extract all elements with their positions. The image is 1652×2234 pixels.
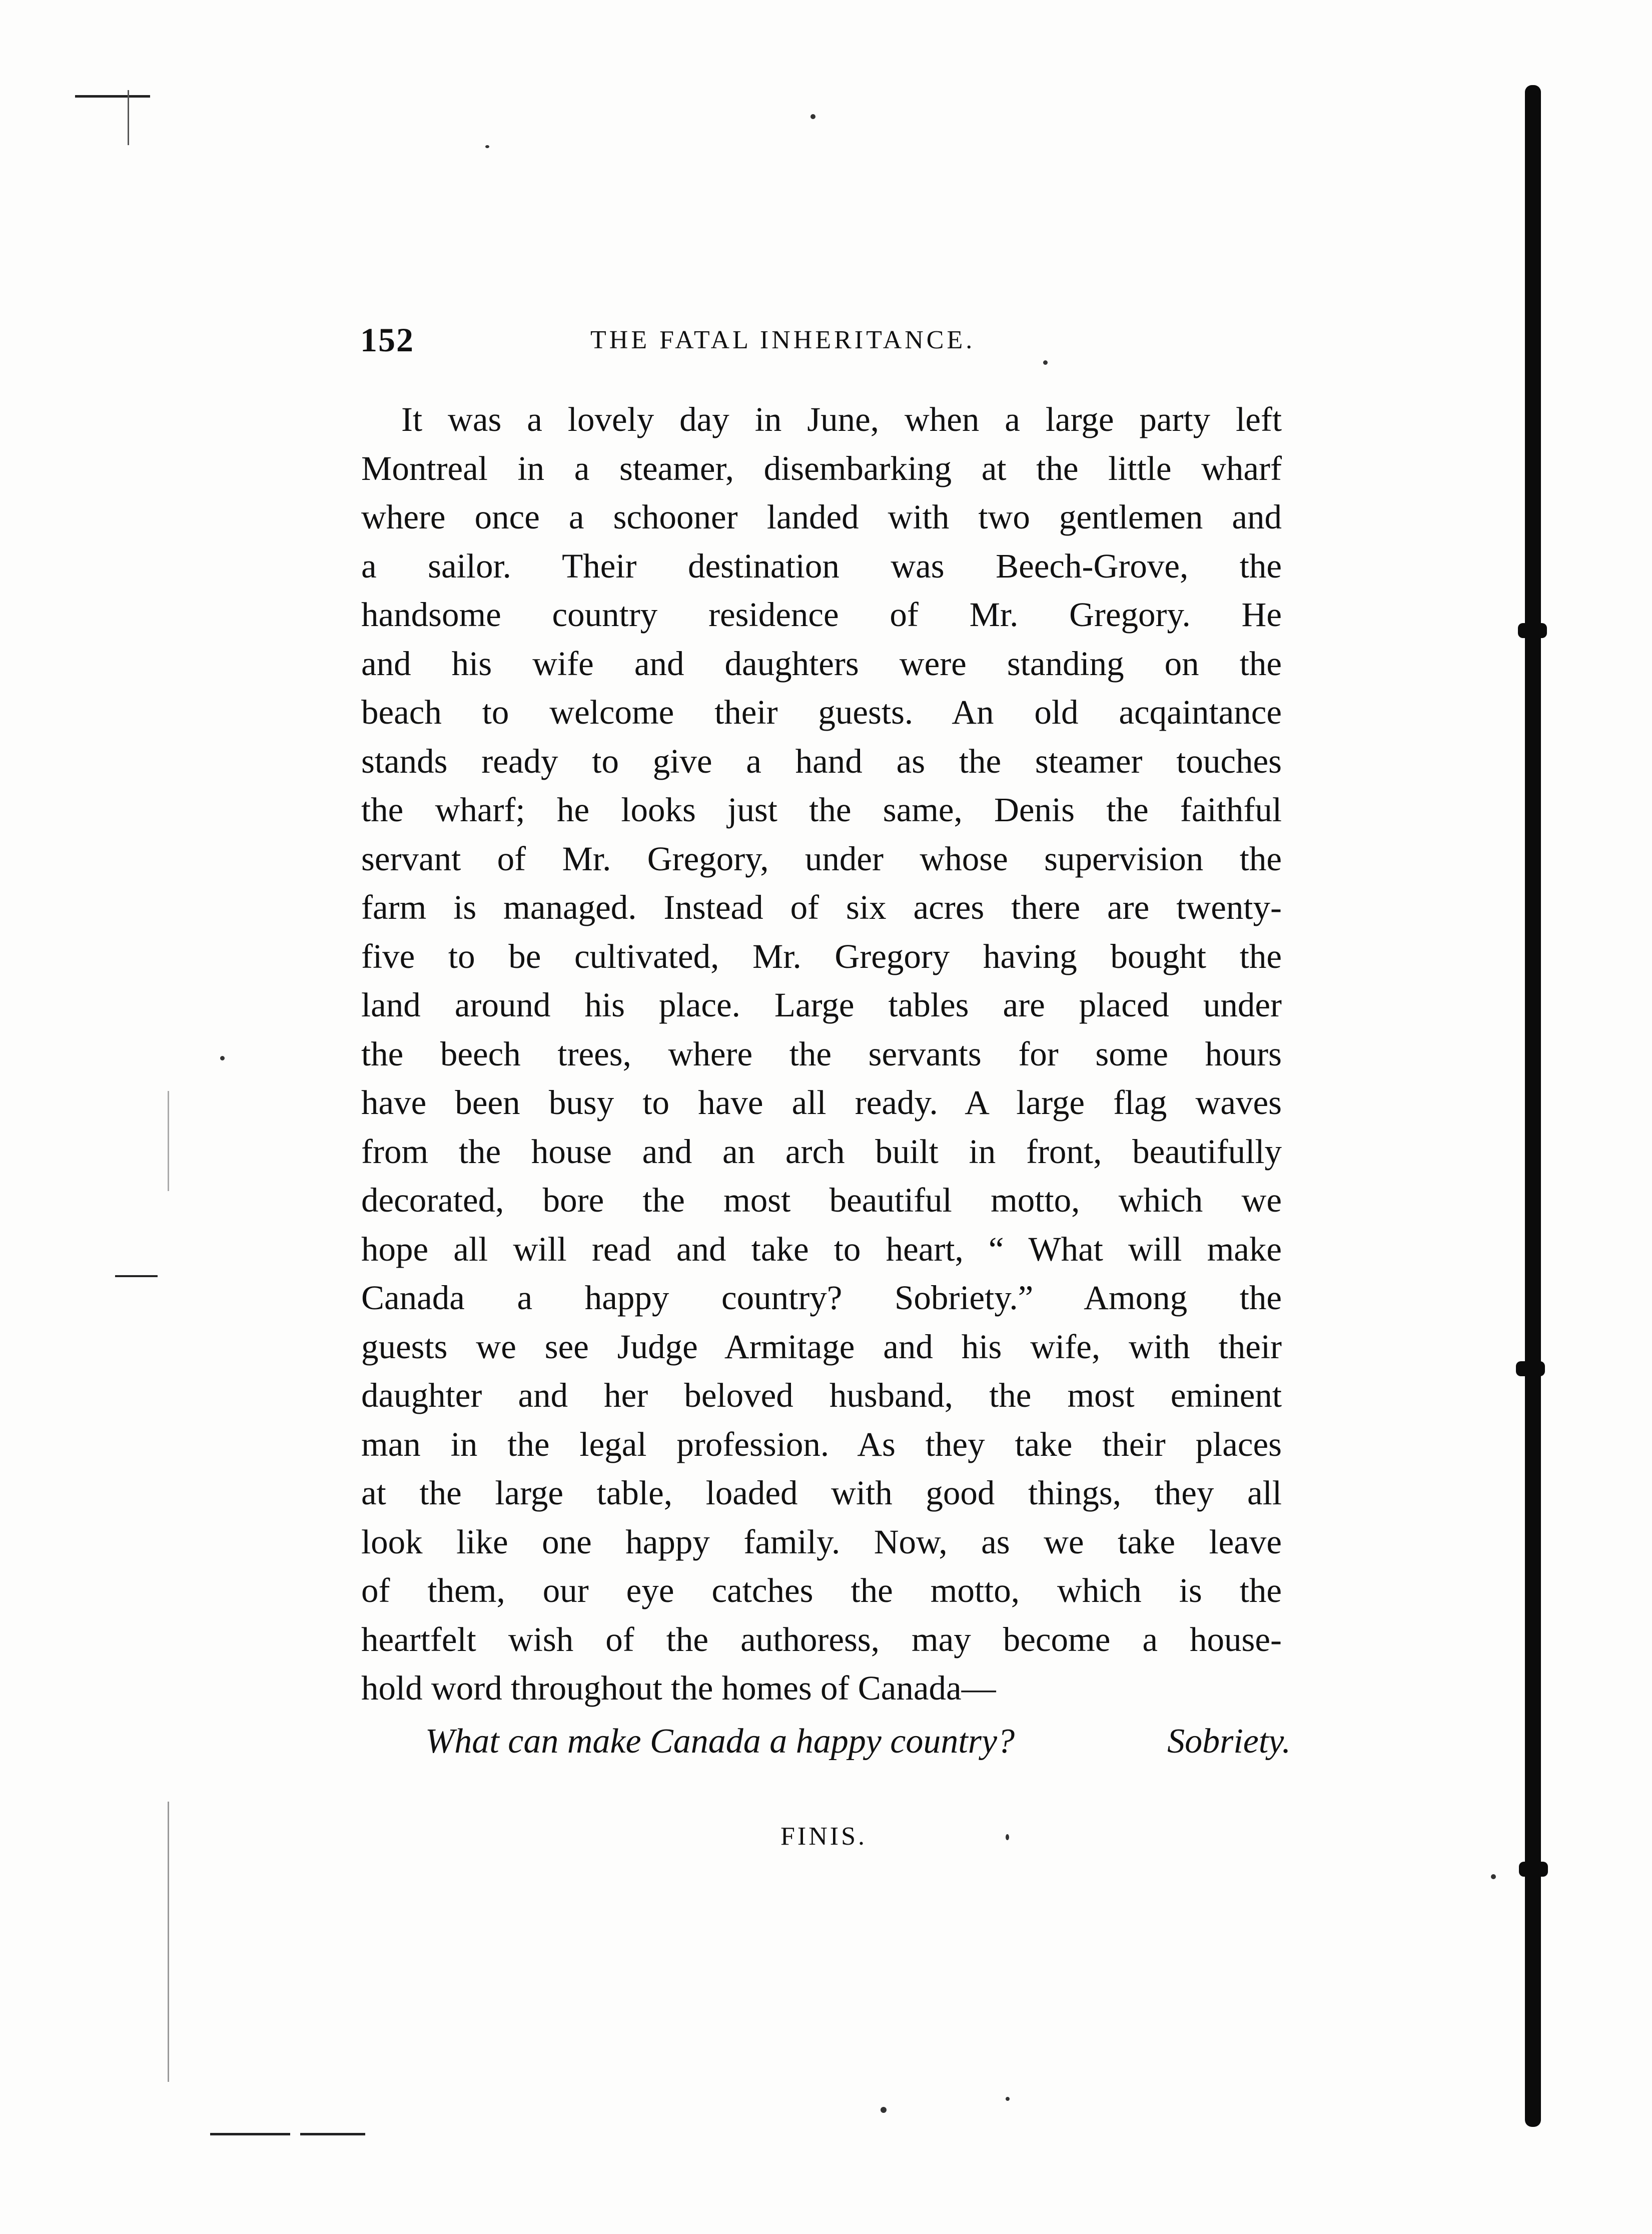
binding-knot bbox=[1518, 623, 1547, 638]
motto-line bbox=[425, 1722, 1291, 1762]
text-line: guests we see Judge Armitage and his wife, with their bbox=[361, 1327, 1282, 1366]
scan-mark bbox=[210, 2133, 290, 2135]
text-line: the beech trees, where the servants for some hours bbox=[361, 1034, 1282, 1073]
text-line: a sailor. Their destination was Beech-Grove, the bbox=[361, 546, 1282, 585]
scan-speck bbox=[810, 114, 815, 119]
scan-speck bbox=[220, 1056, 225, 1060]
text-line: the wharf; he looks just the same, Denis the faithful bbox=[361, 791, 1282, 829]
text-line: hold word throughout the homes of Canada— bbox=[361, 1669, 996, 1707]
body-text bbox=[361, 395, 1282, 1713]
text-line: where once a schooner landed with two gentlemen and bbox=[361, 498, 1282, 536]
text-line: stands ready to give a hand as the steamer touches bbox=[361, 742, 1282, 780]
finis-label: FINIS. bbox=[780, 1822, 868, 1851]
text-line: decorated, bore the most beautiful motto, which we bbox=[361, 1181, 1282, 1219]
text-line: of them, our eye catches the motto, which is the bbox=[361, 1571, 1282, 1609]
scan-speck bbox=[485, 145, 489, 148]
scan-speck bbox=[1006, 2097, 1010, 2101]
scan-mark bbox=[75, 95, 150, 98]
text-line: Canada a happy country? Sobriety.” Among the bbox=[361, 1279, 1282, 1317]
text-line: daughter and her beloved husband, the most eminent bbox=[361, 1376, 1282, 1414]
scan-speck bbox=[1006, 1834, 1009, 1840]
scan-mark bbox=[168, 1802, 169, 2082]
text-line: handsome country residence of Mr. Gregory. He bbox=[361, 596, 1282, 634]
text-line: look like one happy family. Now, as we take leave bbox=[361, 1522, 1282, 1561]
text-line: Montreal in a steamer, disembarking at the little wharf bbox=[361, 449, 1282, 487]
scan-speck bbox=[1043, 360, 1048, 365]
page-number: 152 bbox=[360, 321, 414, 359]
text-line: have been busy to have all ready. A large flag waves bbox=[361, 1083, 1282, 1122]
scan-speck bbox=[881, 2107, 887, 2113]
text-line: It was a lovely day in June, when a large party left bbox=[401, 400, 1282, 438]
motto-question: What can make Canada a happy country? bbox=[425, 1722, 1015, 1761]
scan-mark bbox=[168, 1091, 169, 1191]
text-line: farm is managed. Instead of six acres there are twenty- bbox=[361, 888, 1282, 926]
text-line: beach to welcome their guests. An old acqaintance bbox=[361, 693, 1282, 731]
text-line: heartfelt wish of the authoress, may become a house- bbox=[361, 1620, 1282, 1658]
text-line: five to be cultivated, Mr. Gregory having bought the bbox=[361, 937, 1282, 975]
binding-knot bbox=[1516, 1361, 1545, 1376]
text-line: from the house and an arch built in front, beautifully bbox=[361, 1132, 1282, 1171]
motto-answer: Sobriety. bbox=[1167, 1722, 1291, 1761]
text-line: man in the legal profession. As they take their places bbox=[361, 1425, 1282, 1463]
text-line: servant of Mr. Gregory, under whose supervision the bbox=[361, 839, 1282, 878]
binding-edge bbox=[1525, 85, 1541, 2127]
scan-speck bbox=[1491, 1874, 1496, 1879]
running-head bbox=[360, 320, 1311, 360]
text-line: and his wife and daughters were standing on the bbox=[361, 644, 1282, 683]
running-title: THE FATAL INHERITANCE. bbox=[590, 326, 976, 354]
scan-mark bbox=[300, 2133, 365, 2135]
text-line: at the large table, loaded with good things, they all bbox=[361, 1474, 1282, 1512]
binding-knot bbox=[1519, 1862, 1548, 1877]
text-line: land around his place. Large tables are placed under bbox=[361, 986, 1282, 1024]
text-line: hope all will read and take to heart, “ What will make bbox=[361, 1230, 1282, 1268]
scan-mark bbox=[115, 1275, 158, 1277]
scan-mark bbox=[128, 90, 129, 145]
